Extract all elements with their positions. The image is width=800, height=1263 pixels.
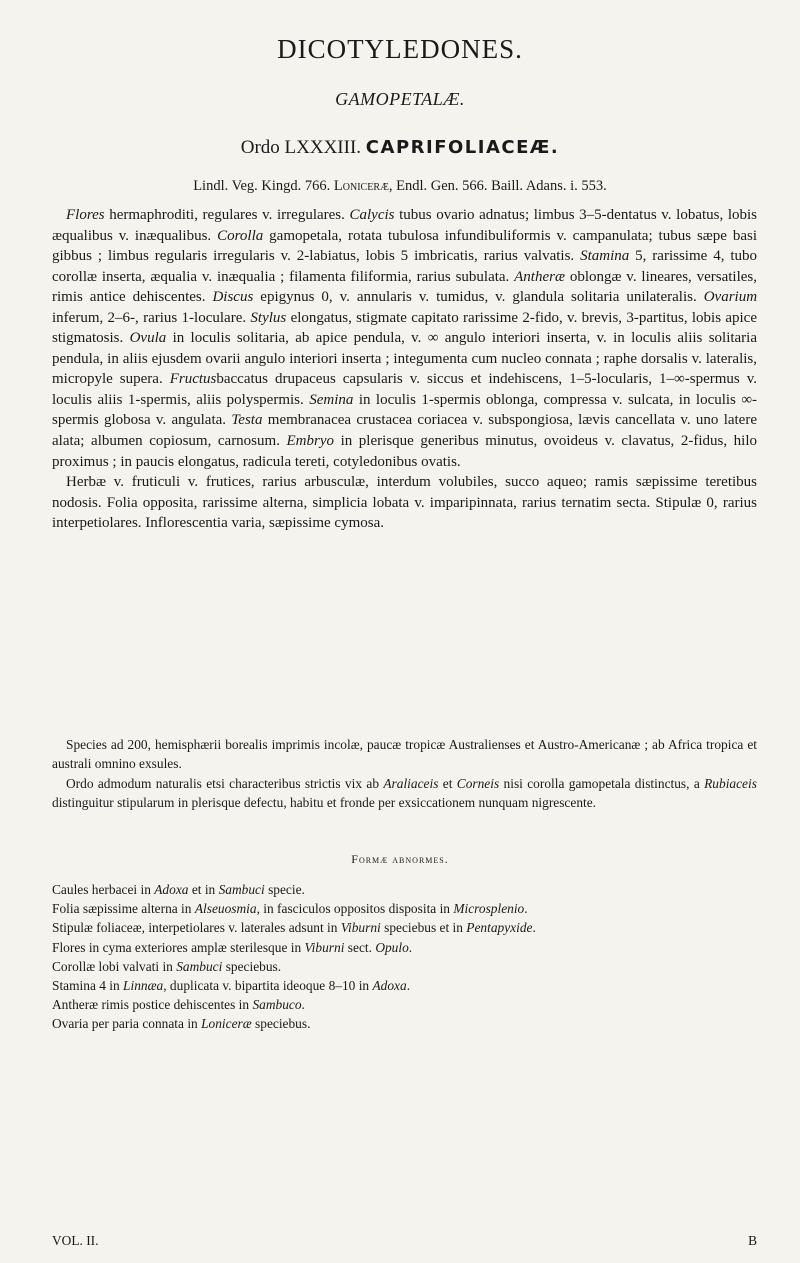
formae-item-a: Caules herbacei in — [52, 882, 155, 897]
ref-rest: Endl. Gen. 566. Baill. Adans. i. 553. — [396, 178, 607, 194]
formae-item — [52, 1014, 757, 1033]
order-notes — [52, 735, 757, 813]
formae-item-b: , duplicata v. bipartita ideoque 8–10 in — [163, 978, 373, 994]
formae-item-i1: Alseuosmia — [194, 901, 257, 917]
signature-mark: B — [748, 1233, 757, 1248]
stamina-label: Stamina — [580, 248, 630, 265]
formae-item-a: Ovaria per paria connata in — [52, 1016, 202, 1032]
formae-item-c: . — [408, 939, 413, 955]
antherae-text: oblongæ v. lineares, versatiles, rimis antice dehiscentes. — [52, 268, 758, 306]
ovula-text: in loculis solitaria, ab apice pendula, v. ∞ angulo interiori inserta, v. in loculis aliis solitaria pendula, in aliis ejusdem ovarii angulo interiori inserta ; integumenta cum nucleo connata ; raphe dorsalis v. lateralis, micropyle supera. — [52, 330, 758, 388]
ordo-note-araliaceis: Araliaceis — [383, 775, 439, 791]
formae-item-b: , in fasciculos oppositos disposita in — [256, 901, 454, 917]
formae-item-b: sect. — [344, 939, 376, 955]
page-footer — [52, 1233, 757, 1249]
calycis-label: Calycis — [349, 207, 395, 223]
ovarium-label: Ovarium — [703, 289, 758, 306]
ref-lindley: Lindl. Veg. Kingd. 766. — [193, 178, 331, 194]
formae-item-i1: Adoxa — [154, 882, 189, 897]
ordo-note — [52, 774, 757, 813]
formae-item-i1: Viburni — [340, 920, 381, 936]
formae-item-a: Flores in cyma exteriores amplæ sterilesque in — [52, 939, 305, 955]
ovarium-text: inferum, 2–6-, rarius 1-loculare. — [52, 309, 247, 326]
semina-text: in loculis 1-spermis oblonga, compressa v. sulcata, in loculis ∞-spermis globosa v. angulata. — [52, 391, 758, 429]
testa-text: membranacea crustacea coriacea v. subspongiosa, lævis cancellata v. uno latere alata; albumen copiosum, carnosum. — [52, 412, 757, 450]
flores-text: hermaphroditi, regulares v. irregulares. — [109, 207, 345, 223]
formae-item-b: speciebus. — [251, 1016, 311, 1032]
formae-item — [52, 957, 757, 976]
order-heading — [0, 137, 800, 159]
formae-item-b: . — [301, 997, 305, 1013]
ref-lonicereae: Loniceræ, — [333, 178, 393, 194]
formae-item-i1: Linnæa — [123, 978, 164, 994]
formae-item — [52, 938, 757, 957]
ordo-note-d: distinguitur stipularum in plerisque defectu, habitu et fronde per exsiccationem nunquam nigrescente. — [52, 795, 597, 811]
formae-item-a: Corollæ lobi valvati in — [52, 958, 177, 974]
ovula-label: Ovula — [129, 330, 167, 347]
fructus-label: Fructus — [169, 371, 217, 388]
stylus-text: elongatus, stigmate capitato rarissime 2-fido, v. brevis, 3-partitus, lobis apice stigmatosis. — [52, 309, 758, 347]
ordo-note-b: et — [442, 775, 453, 791]
formae-item-i1: Viburni — [304, 939, 345, 955]
formae-item-i2: Sambuci — [218, 882, 265, 897]
order-description — [52, 205, 757, 534]
species-note: Species ad 200, hemisphærii borealis imprimis incolæ, paucæ tropicæ Australienses et Austro-Americanæ ; ab Africa tropica et australi omnino exsules. — [52, 737, 757, 772]
formae-item — [52, 976, 757, 995]
antherae-label: Antheræ — [514, 268, 565, 285]
formae-item-a: Stamina 4 in — [52, 978, 124, 994]
habit-paragraph: Herbæ v. fruticuli v. frutices, rarius arbusculæ, interdum volubiles, succo aqueo; ramis sæpissime teretibus nodosis. Folia opposita, rarissime alterna, simplicia lobata v. imparipinnata, rarius ternatim secta. Stipulæ 0, rarius interpetiolares. Inflorescentia varia, sæpissime cymosa. — [52, 474, 757, 532]
subclass-heading: GAMOPETALÆ. — [335, 89, 465, 109]
corolla-label: Corolla — [217, 227, 264, 244]
formae-list — [52, 880, 757, 1034]
discus-text: epigynus 0, v. annularis v. tumidus, v. glandula solitaria unilateralis. — [260, 289, 697, 306]
formae-item — [52, 880, 757, 899]
formae-item-a: Folia sæpissime alterna in — [52, 901, 195, 917]
formae-item-c: . — [532, 920, 536, 936]
semina-label: Semina — [309, 391, 354, 408]
formae-heading: Formæ abnormes. — [351, 852, 449, 866]
ordo-note-c: nisi corolla gamopetala distinctus, a — [503, 775, 700, 791]
formae-item-c: . — [524, 901, 528, 917]
formae-item-a: Stipulæ foliaceæ, interpetiolares v. laterales adsunt in — [52, 920, 341, 936]
ordo-note-rubiaceis: Rubiaceis — [704, 775, 757, 791]
formae-item-i2: Adoxa — [372, 978, 407, 994]
stamina-text: 5, rarissime 4, tubo corollæ inserta, æqualia v. inæqualia ; filamenta filiformia, rarius subulata. — [52, 248, 758, 285]
corolla-text: gamopetala, rotata tubulosa infundibuliformis v. campanulata; tubus sæpe basi gibbus ; limbus regularis irregularis v. 2-labiatus, lobis 5 imbricatis, rarius valvatis. — [52, 227, 758, 265]
formae-item-b: speciebus et in — [380, 920, 467, 936]
calycis-text: tubus ovario adnatus; limbus 3–5-dentatus v. lobatus, lobis æqualibus v. inæqualibus. — [52, 207, 758, 244]
formae-item-a: Antheræ rimis postice dehiscentes in — [52, 997, 253, 1013]
flores-label: Flores — [66, 207, 105, 223]
formae-item-c: . — [406, 978, 411, 994]
formae-item-c: specie. — [264, 882, 305, 897]
formae-item — [52, 899, 757, 918]
embryo-text: in plerisque generibus minutus, ovoideus v. clavatus, 2-fidus, hilo proximus ; in paucis elongatus, radicula tereti, cotyledonibus ovatis. — [52, 433, 757, 470]
formae-item-b: speciebus. — [222, 958, 282, 974]
formae-item-i1: Loniceræ — [201, 1016, 252, 1032]
discus-label: Discus — [212, 289, 254, 306]
description-paragraph — [52, 205, 757, 472]
formae-item — [52, 995, 757, 1014]
volume-label: VOL. II. — [52, 1233, 99, 1248]
ordo-note-corneis: Corneis — [456, 775, 500, 791]
order-number: Ordo LXXXIII. — [240, 137, 362, 158]
ordo-note-a: Ordo admodum naturalis etsi characteribus strictis vix ab — [66, 775, 380, 791]
formae-item-i2: Microsplenio — [453, 901, 525, 917]
fructus-text: baccatus drupaceus capsularis v. siccus et indehiscens, 1–5-locularis, 1–∞-spermus v. loculis aliis 1-spermis, aliis polyspermis. — [52, 371, 757, 408]
testa-label: Testa — [231, 412, 263, 429]
stylus-label: Stylus — [250, 309, 287, 326]
formae-item-b: et in — [188, 882, 219, 897]
embryo-label: Embryo — [286, 433, 335, 450]
formae-item-i2: Pentapyxide — [466, 920, 533, 936]
formae-item — [52, 918, 757, 937]
formae-item-i1: Sambuco — [252, 997, 302, 1013]
class-heading: DICOTYLEDONES. — [277, 34, 523, 64]
references — [0, 178, 800, 195]
formae-item-i2: Opulo — [375, 939, 409, 955]
family-name: CAPRIFOLIACEÆ. — [365, 137, 560, 158]
formae-item-i1: Sambuci — [176, 958, 223, 974]
